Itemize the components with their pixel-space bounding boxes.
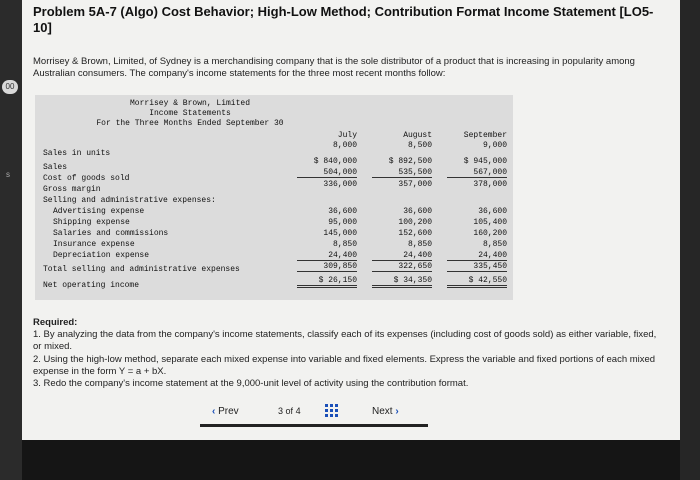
cell: 322,650 (372, 262, 432, 272)
left-edge (0, 0, 22, 480)
row-label: Sales (43, 163, 68, 172)
page-of: of (285, 406, 294, 416)
row-label: Depreciation expense (53, 251, 150, 260)
next-button[interactable] (372, 406, 399, 417)
cell: $ 34,350 (372, 276, 432, 288)
cell: 8,850 (407, 240, 432, 249)
current-page: 3 (278, 406, 284, 416)
cell: 567,000 (447, 168, 507, 178)
cell: 145,000 (323, 229, 357, 238)
cell: 152,600 (398, 229, 432, 238)
statement-name: Income Statements (149, 109, 231, 118)
company-name: Morrisey & Brown, Limited (129, 99, 251, 108)
chevron-right-icon: › (395, 406, 399, 417)
problem-intro: Morrisey & Brown, Limited, of Sydney is a merchandising company that is the sole distributor of a product that is increasing in popularity among Australian consumers. The company's income statements for the three most recent months follow: (33, 56, 635, 79)
required-item: 3. Redo the company's income statement at the 9,000-unit level of activity using the contribution format. (33, 378, 469, 390)
cell: $ 26,150 (297, 276, 357, 288)
bottom-edge (22, 440, 680, 480)
cell: 309,850 (297, 262, 357, 272)
edge-mark: s (6, 170, 10, 179)
column-header: August (403, 131, 432, 140)
cell: 336,000 (323, 180, 357, 189)
row-label: Shipping expense (53, 218, 130, 227)
row-label: Gross margin (43, 185, 101, 194)
cell: 36,600 (328, 207, 357, 216)
cell: 24,400 (447, 251, 507, 261)
statement-period: For the Three Months Ended September 30 (96, 119, 284, 128)
cell: $ 892,500 (388, 157, 432, 166)
cell: 504,000 (297, 168, 357, 178)
pagination-underline (200, 424, 428, 427)
column-header: July (337, 131, 357, 140)
cell: 105,400 (473, 218, 507, 227)
column-header: September (463, 131, 507, 140)
cell: 357,000 (398, 180, 432, 189)
cell: 100,200 (398, 218, 432, 227)
cell: 95,000 (328, 218, 357, 227)
row-label: Net operating income (43, 281, 140, 290)
cell: 8,850 (332, 240, 357, 249)
required-section (33, 317, 663, 390)
problem-title: Problem 5A-7 (Algo) Cost Behavior; High-Low Method; Contribution Format Income Statement [LO5-10] (33, 4, 654, 35)
row-label: Sales in units (43, 149, 111, 158)
row-label: Selling and administrative expenses: (43, 196, 216, 205)
page-indicator (278, 406, 301, 416)
required-item: 1. By analyzing the data from the company's income statements, classify each of its expenses (including cost of goods sold) as either variable, fixed, or mixed. (33, 329, 657, 353)
cell: 535,500 (372, 168, 432, 178)
cell: 8,850 (482, 240, 507, 249)
cell: 8,000 (332, 141, 357, 150)
cell: 24,400 (372, 251, 432, 261)
row-label: Cost of goods sold (43, 174, 130, 183)
prev-label: Prev (218, 406, 239, 417)
right-edge (680, 0, 700, 480)
cell: 335,450 (447, 262, 507, 272)
next-label: Next (372, 406, 393, 417)
edge-badge: 00 (2, 80, 18, 94)
cell: 160,200 (473, 229, 507, 238)
required-heading: Required: (33, 317, 78, 328)
total-pages: 4 (295, 406, 301, 416)
income-statement (35, 95, 513, 300)
cell: $ 42,550 (447, 276, 507, 288)
prev-button[interactable] (212, 406, 239, 417)
row-label: Salaries and commissions (53, 229, 169, 238)
cell: 378,000 (473, 180, 507, 189)
cell: 9,000 (482, 141, 507, 150)
row-label: Insurance expense (53, 240, 135, 249)
cell: $ 945,000 (463, 157, 507, 166)
cell: $ 840,000 (313, 157, 357, 166)
required-item: 2. Using the high-low method, separate each mixed expense into variable and fixed elements. Express the variable and fixed portions of each mixed expense in the form Y = a + bX. (33, 353, 656, 377)
cell: 36,600 (403, 207, 432, 216)
row-label: Advertising expense (53, 207, 145, 216)
grid-icon[interactable] (325, 404, 339, 418)
cell: 36,600 (478, 207, 507, 216)
cell: 8,500 (407, 141, 432, 150)
chevron-left-icon: ‹ (212, 406, 216, 417)
cell: 24,400 (297, 251, 357, 261)
pagination (200, 402, 430, 422)
row-label: Total selling and administrative expenses (43, 265, 240, 274)
